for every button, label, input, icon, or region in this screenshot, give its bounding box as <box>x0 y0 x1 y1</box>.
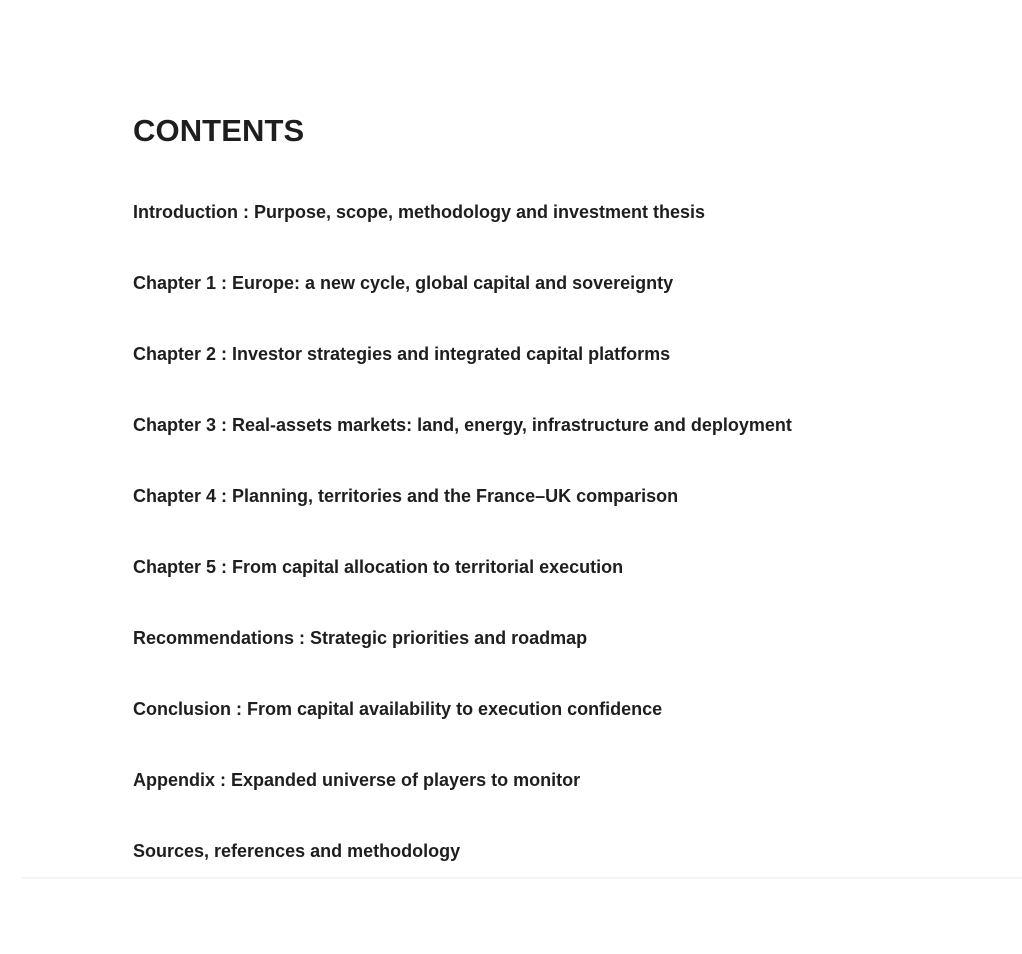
toc-entry-label: Chapter 1 : Europe: a new cycle, global capital and sovereignty <box>133 273 674 293</box>
table-of-contents <box>133 199 792 909</box>
toc-entry-chapter-3[interactable] <box>133 412 792 483</box>
toc-entry-chapter-4[interactable] <box>133 483 792 554</box>
toc-entry-appendix[interactable] <box>133 767 792 838</box>
page-edge-divider <box>22 877 1022 879</box>
toc-entry-conclusion[interactable] <box>133 696 792 767</box>
toc-entry-label: Chapter 2 : Investor strategies and integrated capital platforms <box>133 344 671 364</box>
toc-entry-label: Conclusion : From capital availability to execution confidence <box>133 699 663 719</box>
toc-entry-chapter-5[interactable] <box>133 554 792 625</box>
toc-entry-label: Appendix : Expanded universe of players to monitor <box>133 770 581 790</box>
toc-entry-label: Chapter 3 : Real-assets markets: land, energy, infrastructure and deployment <box>133 415 792 435</box>
toc-entry-label: Sources, references and methodology <box>133 841 461 861</box>
toc-entry-label: Chapter 5 : From capital allocation to territorial execution <box>133 557 624 577</box>
document-page <box>22 0 1022 878</box>
toc-entry-chapter-2[interactable] <box>133 341 792 412</box>
toc-entry-label: Chapter 4 : Planning, territories and the France–UK comparison <box>133 486 679 506</box>
toc-entry-introduction[interactable] <box>133 199 792 270</box>
toc-entry-sources[interactable] <box>133 838 792 909</box>
toc-entry-recommendations[interactable] <box>133 625 792 696</box>
toc-entry-chapter-1[interactable] <box>133 270 792 341</box>
toc-entry-label: Recommendations : Strategic priorities and roadmap <box>133 628 588 648</box>
toc-entry-label: Introduction : Purpose, scope, methodology and investment thesis <box>133 202 706 222</box>
page-title: CONTENTS <box>133 113 305 148</box>
